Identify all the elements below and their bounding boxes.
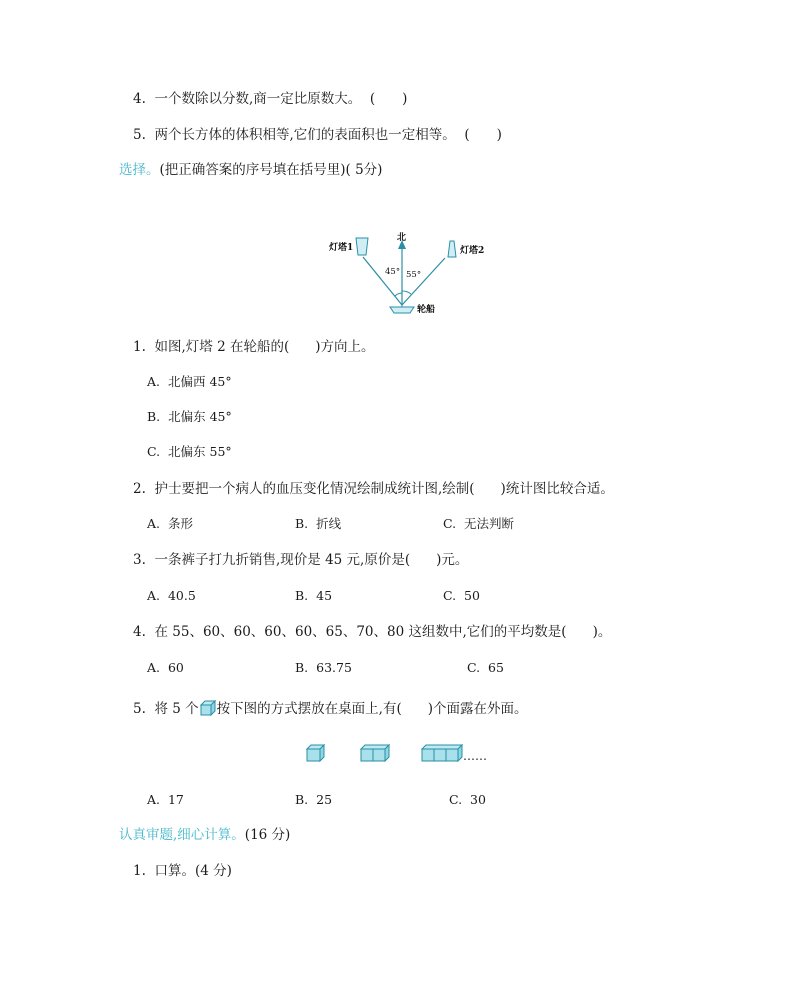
judge-question-5 bbox=[133, 126, 502, 144]
option-a[interactable]: A. 60 bbox=[147, 660, 184, 675]
ship-icon bbox=[390, 307, 414, 313]
option-a[interactable]: A. 条形 bbox=[147, 516, 193, 531]
choice-section-header bbox=[119, 161, 382, 179]
question-number: 4. bbox=[133, 624, 146, 640]
tower-2-icon bbox=[448, 241, 456, 257]
answer-blank[interactable]: ( ) bbox=[464, 127, 502, 143]
line-to-tower-2 bbox=[402, 258, 445, 305]
question-number: 1. bbox=[133, 339, 146, 355]
choice-question-1 bbox=[133, 338, 375, 356]
tower-1-icon bbox=[356, 238, 368, 255]
cube-group-one bbox=[306, 744, 326, 762]
judge-question-4 bbox=[133, 90, 407, 108]
question-text-pre: 将 5 个 bbox=[154, 701, 199, 717]
cube-icon bbox=[200, 700, 216, 716]
option-a[interactable]: A. 北偏西 45° bbox=[147, 374, 232, 389]
north-label: 北 bbox=[397, 233, 407, 243]
lighthouse-diagram bbox=[325, 225, 505, 320]
question-text-post: )元。 bbox=[436, 552, 469, 568]
cube-group-three bbox=[421, 744, 463, 762]
section-desc: (16 分) bbox=[244, 827, 291, 843]
question-number: 3. bbox=[133, 552, 146, 568]
question-text-post: )方向上。 bbox=[315, 339, 375, 355]
question-text-post: )。 bbox=[592, 624, 612, 640]
section-title: 选择。 bbox=[119, 162, 160, 178]
question-text-mid: 按下图的方式摆放在桌面上,有( bbox=[216, 701, 402, 717]
option-c[interactable]: C. 无法判断 bbox=[443, 516, 515, 531]
question-number: 5. bbox=[133, 127, 146, 143]
choice-question-5 bbox=[133, 700, 528, 718]
ship-label: 轮船 bbox=[417, 305, 436, 315]
cube-group-two bbox=[360, 744, 390, 762]
section-title: 认真审题,细心计算。 bbox=[119, 827, 245, 843]
choice-question-3 bbox=[133, 551, 468, 569]
option-b[interactable]: B. 63.75 bbox=[295, 660, 352, 675]
calc-section-header bbox=[119, 826, 290, 844]
answer-blank[interactable]: ( ) bbox=[369, 91, 408, 107]
line-to-tower-1 bbox=[363, 257, 402, 305]
angle-left-label: 45° bbox=[385, 267, 401, 277]
question-number: 4. bbox=[133, 91, 146, 107]
option-c[interactable]: C. 50 bbox=[443, 588, 480, 603]
option-a[interactable]: A. 40.5 bbox=[147, 588, 196, 603]
question-text-pre: 护士要把一个病人的血压变化情况绘制成统计图,绘制( bbox=[154, 481, 475, 497]
option-b[interactable]: B. 折线 bbox=[295, 516, 342, 531]
tower-1-label: 灯塔1 bbox=[329, 243, 354, 253]
question-number: 2. bbox=[133, 481, 146, 497]
calc-question-1 bbox=[133, 862, 232, 880]
question-text-pre: 一条裤子打九折销售,现价是 45 元,原价是( bbox=[154, 552, 411, 568]
option-b[interactable]: B. 25 bbox=[295, 792, 333, 807]
option-c[interactable]: C. 30 bbox=[449, 792, 486, 807]
angle-arc-right bbox=[402, 291, 411, 294]
question-text-post: )个面露在外面。 bbox=[427, 701, 528, 717]
question-number: 1. bbox=[133, 863, 146, 879]
option-b[interactable]: B. 北偏东 45° bbox=[147, 409, 232, 424]
question-text-post: )统计图比较合适。 bbox=[500, 481, 614, 497]
option-a[interactable]: A. 17 bbox=[147, 792, 184, 807]
question-text: 两个长方体的体积相等,它们的表面积也一定相等。 bbox=[154, 127, 456, 143]
angle-arc-left bbox=[395, 293, 402, 296]
question-text: 口算。(4 分) bbox=[154, 863, 232, 879]
question-text: 一个数除以分数,商一定比原数大。 bbox=[154, 91, 362, 107]
option-c[interactable]: C. 65 bbox=[467, 660, 504, 675]
choice-question-2 bbox=[133, 480, 614, 498]
section-desc: (把正确答案的序号填在括号里)( 5分) bbox=[159, 162, 383, 178]
angle-right-label: 55° bbox=[406, 270, 422, 280]
option-b[interactable]: B. 45 bbox=[295, 588, 333, 603]
question-number: 5. bbox=[133, 701, 146, 717]
ellipsis: …… bbox=[463, 749, 487, 763]
choice-question-4 bbox=[133, 623, 611, 641]
option-c[interactable]: C. 北偏东 55° bbox=[147, 444, 232, 459]
question-text-pre: 如图,灯塔 2 在轮船的( bbox=[154, 339, 290, 355]
tower-2-label: 灯塔2 bbox=[460, 246, 485, 256]
question-text-pre: 在 55、60、60、60、60、65、70、80 这组数中,它们的平均数是( bbox=[154, 624, 567, 640]
